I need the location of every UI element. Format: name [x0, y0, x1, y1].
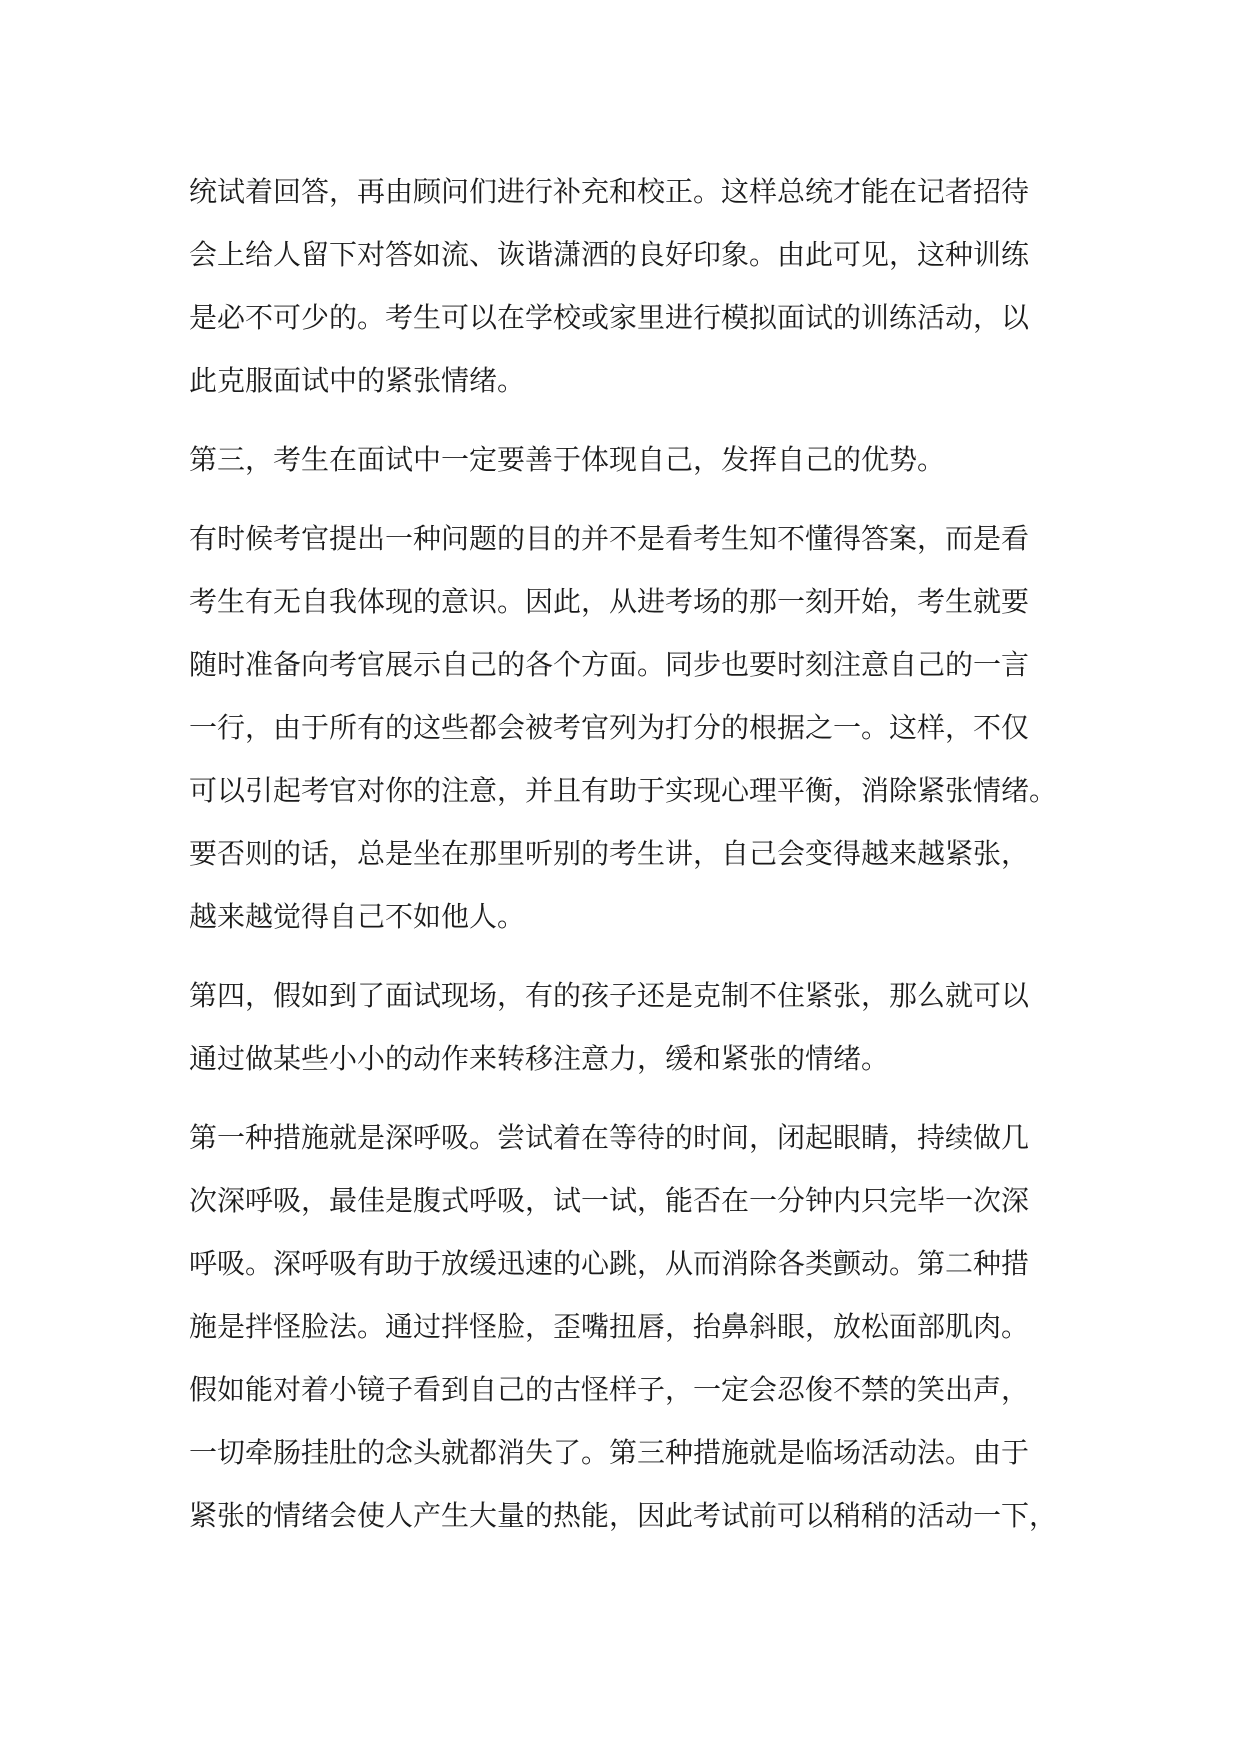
text-line: 要否则的话，总是坐在那里听别的考生讲，自己会变得越来越紧张， [189, 837, 1030, 870]
text-line: 第一种措施就是深呼吸。尝试着在等待的时间，闭起眼睛，持续做几 [189, 1121, 1030, 1154]
text-line: 是必不可少的。考生可以在学校或家里进行模拟面试的训练活动，以 [189, 301, 1030, 334]
text-line: 第四，假如到了面试现场，有的孩子还是克制不住紧张，那么就可以 [189, 979, 1030, 1012]
text-line: 假如能对着小镜子看到自己的古怪样子，一定会忍俊不禁的笑出声， [189, 1373, 1030, 1406]
paragraph-5 [189, 1106, 1059, 1547]
paragraph-4-heading-fourth [189, 964, 1059, 1090]
text-line: 随时准备向考官展示自己的各个方面。同步也要时刻注意自己的一言 [189, 648, 1030, 681]
text-line: 第三，考生在面试中一定要善于体现自己，发挥自己的优势。 [189, 443, 946, 476]
text-line: 此克服面试中的紧张情绪。 [189, 364, 526, 397]
text-line: 统试着回答，再由顾问们进行补充和校正。这样总统才能在记者招待 [189, 175, 1030, 208]
text-line: 考生有无自我体现的意识。因此，从进考场的那一刻开始，考生就要 [189, 585, 1030, 618]
text-line: 通过做某些小小的动作来转移注意力，缓和紧张的情绪。 [189, 1042, 890, 1075]
text-line: 一行，由于所有的这些都会被考官列为打分的根据之一。这样，不仅 [189, 711, 1030, 744]
text-line: 会上给人留下对答如流、诙谐潇洒的良好印象。由此可见，这种训练 [189, 238, 1030, 271]
text-line: 一切牵肠挂肚的念头就都消失了。第三种措施就是临场活动法。由于 [189, 1436, 1030, 1469]
paragraph-1 [189, 160, 1059, 412]
text-line: 次深呼吸，最佳是腹式呼吸，试一试，能否在一分钟内只完毕一次深 [189, 1184, 1030, 1217]
document-body [189, 160, 1059, 1563]
text-line: 紧张的情绪会使人产生大量的热能，因此考试前可以稍稍的活动一下， [189, 1499, 1058, 1532]
paragraph-3 [189, 507, 1059, 948]
paragraph-2-heading-third [189, 428, 1059, 491]
text-line: 越来越觉得自己不如他人。 [189, 900, 526, 933]
text-line: 施是拌怪脸法。通过拌怪脸，歪嘴扭唇，抬鼻斜眼，放松面部肌肉。 [189, 1310, 1030, 1343]
text-line: 有时候考官提出一种问题的目的并不是看考生知不懂得答案，而是看 [189, 522, 1030, 555]
text-line: 可以引起考官对你的注意，并且有助于实现心理平衡，消除紧张情绪。 [189, 774, 1058, 807]
text-line: 呼吸。深呼吸有助于放缓迅速的心跳，从而消除各类颤动。第二种措 [189, 1247, 1030, 1280]
